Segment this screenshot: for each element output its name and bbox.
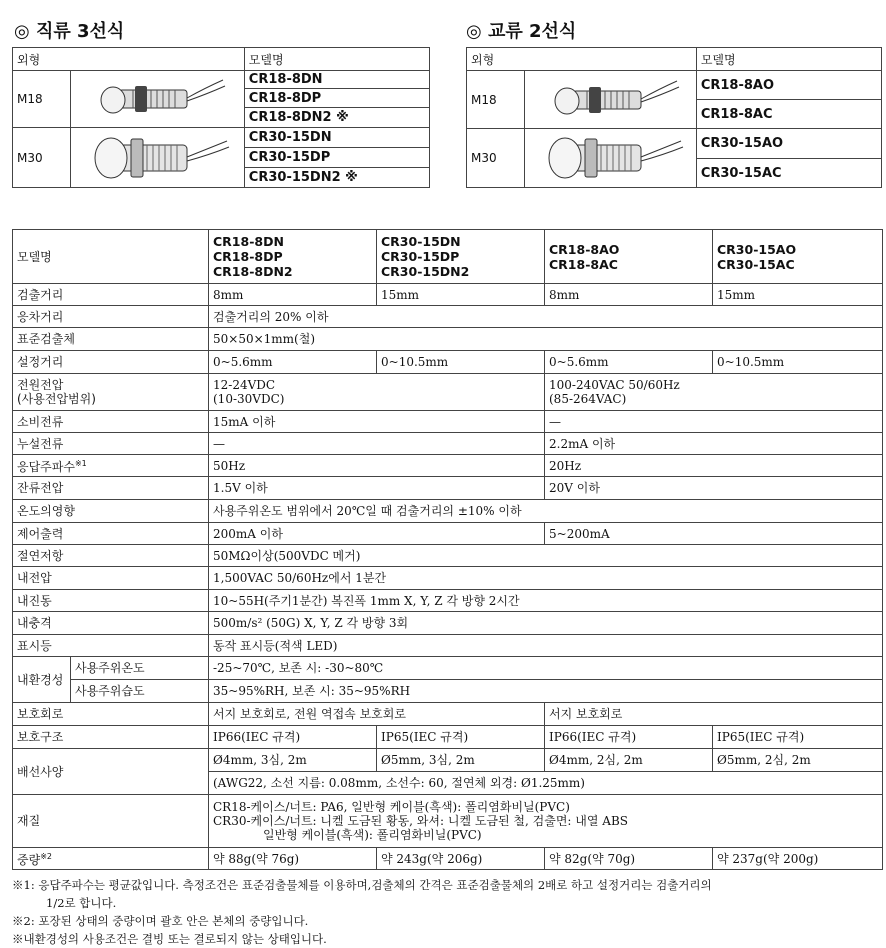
cell: Ø4mm, 2심, 2m	[545, 749, 713, 772]
cell: 20Hz	[545, 455, 883, 477]
spec-row-shock	[13, 612, 883, 635]
cell: Ø5mm, 3심, 2m	[377, 749, 545, 772]
cell: IP65(IEC 규격)	[377, 726, 545, 749]
row-label: 절연저항	[13, 545, 209, 567]
row-label: 내환경성	[13, 657, 71, 703]
cell: 0~5.6mm	[545, 351, 713, 374]
spec-row-protection	[13, 703, 883, 726]
cell: 1.5V 이하	[209, 477, 545, 500]
sensor-m18-image	[70, 71, 244, 128]
spec-row-dielectric	[13, 567, 883, 590]
spec-row-set-dist	[13, 351, 883, 374]
footnote-1: ※1: 응답주파수는 평균값입니다. 측정조건은 표준검출물체를 이용하며,검출체의 간격은 표준검출물체의 2배로 하고 설정거리는 검출거리의	[12, 878, 712, 892]
row-label: 응차거리	[13, 306, 209, 328]
col-header-2: CR30-15DN CR30-15DP CR30-15DN2	[377, 230, 545, 284]
model-label: 모델명	[13, 230, 209, 284]
cell: Ø5mm, 2심, 2m	[713, 749, 883, 772]
row-label: 배선사양	[13, 749, 209, 795]
row-label: 전원전압 (사용전압범위)	[13, 374, 209, 411]
cell: 50MΩ이상(500VDC 메거)	[209, 545, 883, 567]
m30-sensor-icon	[529, 131, 689, 185]
row-label: 내전압	[13, 567, 209, 590]
footnote-3: ※내환경성의 사용조건은 결빙 또는 결로되지 않는 상태입니다.	[12, 932, 327, 946]
row-label: 표준검출체	[13, 328, 209, 351]
model-cr18-8dn2: CR18-8DN2 ※	[244, 108, 429, 128]
cell: -25~70℃, 보존 시: -30~80℃	[209, 657, 883, 680]
cell: 50×50×1mm(철)	[209, 328, 883, 351]
material-line: CR18-케이스/너트: PA6, 일반형 케이블(흑색): 폴리염화비닐(PVC)	[213, 800, 570, 814]
footnote-1-cont: 1/2로 합니다.	[46, 896, 117, 910]
m18-sensor-icon	[529, 75, 689, 125]
spec-row-supply	[13, 374, 883, 411]
spec-row-material	[13, 795, 883, 848]
spec-row-env-temp	[13, 657, 883, 680]
cell: 0~10.5mm	[377, 351, 545, 374]
model-cr18-8dp: CR18-8DP	[244, 89, 429, 108]
model-header: 모델명	[244, 48, 429, 71]
size-m30: M30	[13, 128, 71, 188]
ac-model-table	[466, 47, 882, 188]
size-m18: M18	[467, 71, 525, 129]
size-m18: M18	[13, 71, 71, 128]
spec-table	[12, 229, 883, 870]
material-cell	[209, 795, 883, 848]
row-label: 응답주파수	[17, 460, 75, 474]
model-cr30-15dp: CR30-15DP	[244, 148, 429, 168]
model-cr18-8ac: CR18-8AC	[696, 100, 881, 129]
cell: 20V 이하	[545, 477, 883, 500]
cell: 15mm	[713, 284, 883, 306]
spec-row-temp-effect	[13, 500, 883, 523]
row-label: 검출거리	[13, 284, 209, 306]
cell: 서지 보호회로, 전원 역접속 보호회로	[209, 703, 545, 726]
footnote-2: ※2: 포장된 상태의 중량이며 괄호 안은 본체의 중량입니다.	[12, 914, 309, 928]
dc-section-title: ◎ 직류 3선식	[14, 21, 125, 42]
cell: 서지 보호회로	[545, 703, 883, 726]
cell: 약 82g(약 70g)	[545, 848, 713, 870]
cell: IP65(IEC 규격)	[713, 726, 883, 749]
cell: 500m/s² (50G) X, Y, Z 각 방향 3회	[209, 612, 883, 635]
model-cr30-15ao: CR30-15AO	[696, 129, 881, 159]
spec-row-detect-dist	[13, 284, 883, 306]
row-label-cell	[13, 848, 209, 870]
spec-row-leakage	[13, 433, 883, 455]
col-header-1: CR18-8DN CR18-8DP CR18-8DN2	[209, 230, 377, 284]
cell: 100-240VAC 50/60Hz (85-264VAC)	[545, 374, 883, 411]
spec-row-indicator	[13, 635, 883, 657]
row-label: 제어출력	[13, 523, 209, 545]
material-line: CR30-케이스/너트: 니켈 도금된 황동, 와셔: 니켈 도금된 철, 검출면: 내열 ABS	[213, 814, 628, 828]
spec-row-model	[13, 230, 883, 284]
model-cr30-15ac: CR30-15AC	[696, 159, 881, 188]
cell: 검출거리의 20% 이하	[209, 306, 883, 328]
outer-header: 외형	[467, 48, 697, 71]
cell: (AWG22, 소선 지름: 0.08mm, 소선수: 60, 절연체 외경: Ø1.25mm)	[209, 772, 883, 795]
row-label: 내진동	[13, 590, 209, 612]
sensor-m18-image	[524, 71, 696, 129]
cell: IP66(IEC 규격)	[209, 726, 377, 749]
row-label: 내충격	[13, 612, 209, 635]
cell: —	[545, 411, 883, 433]
row-label: 중량	[17, 853, 41, 867]
model-cr30-15dn: CR30-15DN	[244, 128, 429, 148]
row-label: 잔류전압	[13, 477, 209, 500]
footnote-mark: ※1	[74, 459, 87, 468]
cell: 8mm	[545, 284, 713, 306]
footnotes	[12, 876, 882, 948]
cell: 0~10.5mm	[713, 351, 883, 374]
spec-row-control-out	[13, 523, 883, 545]
dc-model-table	[12, 47, 430, 188]
cell: 2.2mA 이하	[545, 433, 883, 455]
cell: IP66(IEC 규격)	[545, 726, 713, 749]
model-cr18-8ao: CR18-8AO	[696, 71, 881, 100]
model-header: 모델명	[696, 48, 881, 71]
row-label: 소비전류	[13, 411, 209, 433]
cell: 50Hz	[209, 455, 545, 477]
row-label-cell	[13, 455, 209, 477]
cell: 35~95%RH, 보존 시: 35~95%RH	[209, 680, 883, 703]
row-label: 설정거리	[13, 351, 209, 374]
cell: 10~55H(주기1분간) 복진폭 1mm X, Y, Z 각 방향 2시간	[209, 590, 883, 612]
cell: 5~200mA	[545, 523, 883, 545]
spec-row-structure	[13, 726, 883, 749]
row-label: 표시등	[13, 635, 209, 657]
outer-header: 외형	[13, 48, 245, 71]
spec-row-response	[13, 455, 883, 477]
col-header-3: CR18-8AO CR18-8AC	[545, 230, 713, 284]
sensor-m30-image	[524, 129, 696, 188]
cell: 약 88g(약 76g)	[209, 848, 377, 870]
cell: 200mA 이하	[209, 523, 545, 545]
row-label: 재질	[13, 795, 209, 848]
col-header-4: CR30-15AO CR30-15AC	[713, 230, 883, 284]
model-cr18-8dn: CR18-8DN	[244, 71, 429, 89]
sensor-m30-image	[70, 128, 244, 188]
m30-sensor-icon	[75, 131, 235, 185]
cell: 12-24VDC (10-30VDC)	[209, 374, 545, 411]
row-label: 누설전류	[13, 433, 209, 455]
cell: 약 237g(약 200g)	[713, 848, 883, 870]
cell: 15mm	[377, 284, 545, 306]
spec-row-wiring	[13, 749, 883, 772]
size-m30: M30	[467, 129, 525, 188]
cell: 0~5.6mm	[209, 351, 377, 374]
ac-section-title: ◎ 교류 2선식	[466, 21, 577, 42]
m18-sensor-icon	[75, 74, 235, 124]
spec-row-weight	[13, 848, 883, 870]
row-label: 보호회로	[13, 703, 209, 726]
cell: 사용주위온도 범위에서 20℃일 때 검출거리의 ±10% 이하	[209, 500, 883, 523]
cell: —	[209, 433, 545, 455]
material-line: 일반형 케이블(흑색): 폴리염화비닐(PVC)	[263, 828, 482, 842]
cell: Ø4mm, 3심, 2m	[209, 749, 377, 772]
spec-row-hysteresis	[13, 306, 883, 328]
cell: 15mA 이하	[209, 411, 545, 433]
spec-row-residual	[13, 477, 883, 500]
sub-label: 사용주위온도	[71, 657, 209, 680]
spec-row-consumption	[13, 411, 883, 433]
spec-row-insulation	[13, 545, 883, 567]
row-label: 보호구조	[13, 726, 209, 749]
cell: 약 243g(약 206g)	[377, 848, 545, 870]
cell: 동작 표시등(적색 LED)	[209, 635, 883, 657]
sub-label: 사용주위습도	[71, 680, 209, 703]
row-label: 온도의영향	[13, 500, 209, 523]
cell: 8mm	[209, 284, 377, 306]
spec-row-std-target	[13, 328, 883, 351]
model-cr30-15dn2: CR30-15DN2 ※	[244, 168, 429, 188]
footnote-mark: ※2	[40, 852, 52, 861]
spec-row-env-hum	[13, 680, 883, 703]
spec-row-vibration	[13, 590, 883, 612]
cell: 1,500VAC 50/60Hz에서 1분간	[209, 567, 883, 590]
